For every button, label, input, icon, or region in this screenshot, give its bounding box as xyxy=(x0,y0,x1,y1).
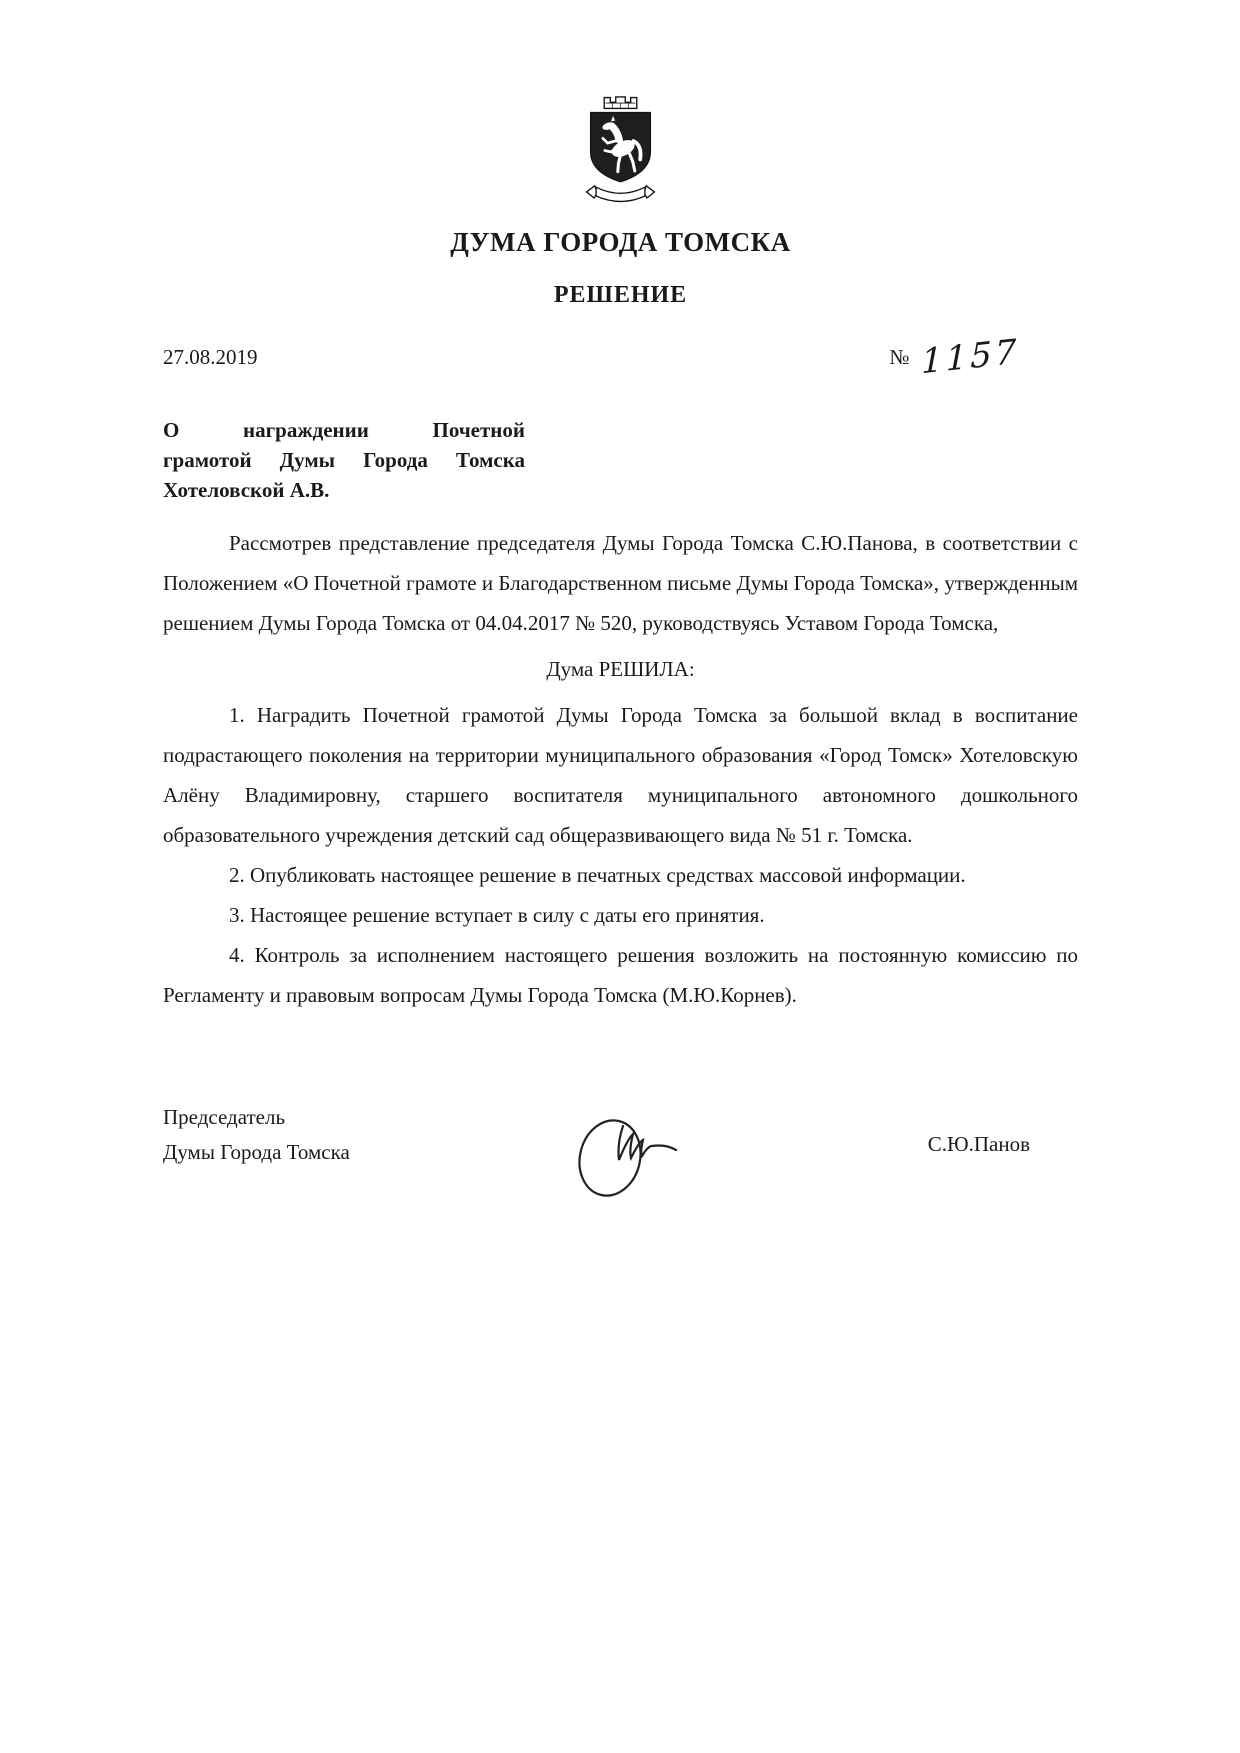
title-line: О награждении Почетной xyxy=(163,418,525,442)
document-number xyxy=(889,331,1020,385)
resolution-heading: Дума РЕШИЛА: xyxy=(546,657,695,681)
organization-name: ДУМА ГОРОДА ТОМСКА xyxy=(450,227,791,257)
document-date: 27.08.2019 xyxy=(163,345,258,369)
resolution-item-4: 4. Контроль за исполнением настоящего решения возложить на постоянную комиссию по Регламенту и правовым вопросам Думы Города Томска (М.Ю.Корнев). xyxy=(163,943,1078,1007)
document-content xyxy=(163,0,1078,1250)
signer-position-line: Председатель xyxy=(163,1105,286,1129)
title-line: Хотеловской А.В. xyxy=(163,478,330,502)
preamble-paragraph: Рассмотрев представление председателя Думы Города Томска С.Ю.Панова, в соответствии с Положением «О Почетной грамоте и Благодарственном письме Думы Города Томска», утвержденным решением Думы Города Томска от 04.04.2017 № 520, руководствуясь Уставом Города Томска, xyxy=(163,531,1078,635)
coat-of-arms-icon xyxy=(573,84,668,213)
signer-name: С.Ю.Панов xyxy=(927,1132,1030,1156)
signature-block xyxy=(163,1100,1078,1250)
number-label: № xyxy=(889,345,910,369)
document-type-heading: РЕШЕНИЕ xyxy=(553,282,688,308)
resolution-item-1: 1. Наградить Почетной грамотой Думы Города Томска за большой вклад в воспитание подрастающего поколения на территории муниципального образования «Город Томск» Хотеловскую Алёну Владимировну, старшего воспитателя муниципального автономного дошкольного образовательного учреждения детский сад общеразвивающего вида № 51 г. Томска. xyxy=(163,703,1078,847)
emblem-wrap xyxy=(163,0,1078,213)
signature-icon xyxy=(565,1108,705,1203)
title-line: грамотой Думы Города Томска xyxy=(163,448,525,472)
resolution-item-2: 2. Опубликовать настоящее решение в печатных средствах массовой информации. xyxy=(229,863,966,887)
resolution-item-3: 3. Настоящее решение вступает в силу с даты его принятия. xyxy=(229,903,765,927)
meta-row xyxy=(163,331,1078,385)
signer-position-line: Думы Города Томска xyxy=(163,1140,350,1164)
signer-position xyxy=(163,1100,350,1170)
number-handwritten: 1157 xyxy=(921,331,1020,383)
document-title xyxy=(163,415,525,505)
